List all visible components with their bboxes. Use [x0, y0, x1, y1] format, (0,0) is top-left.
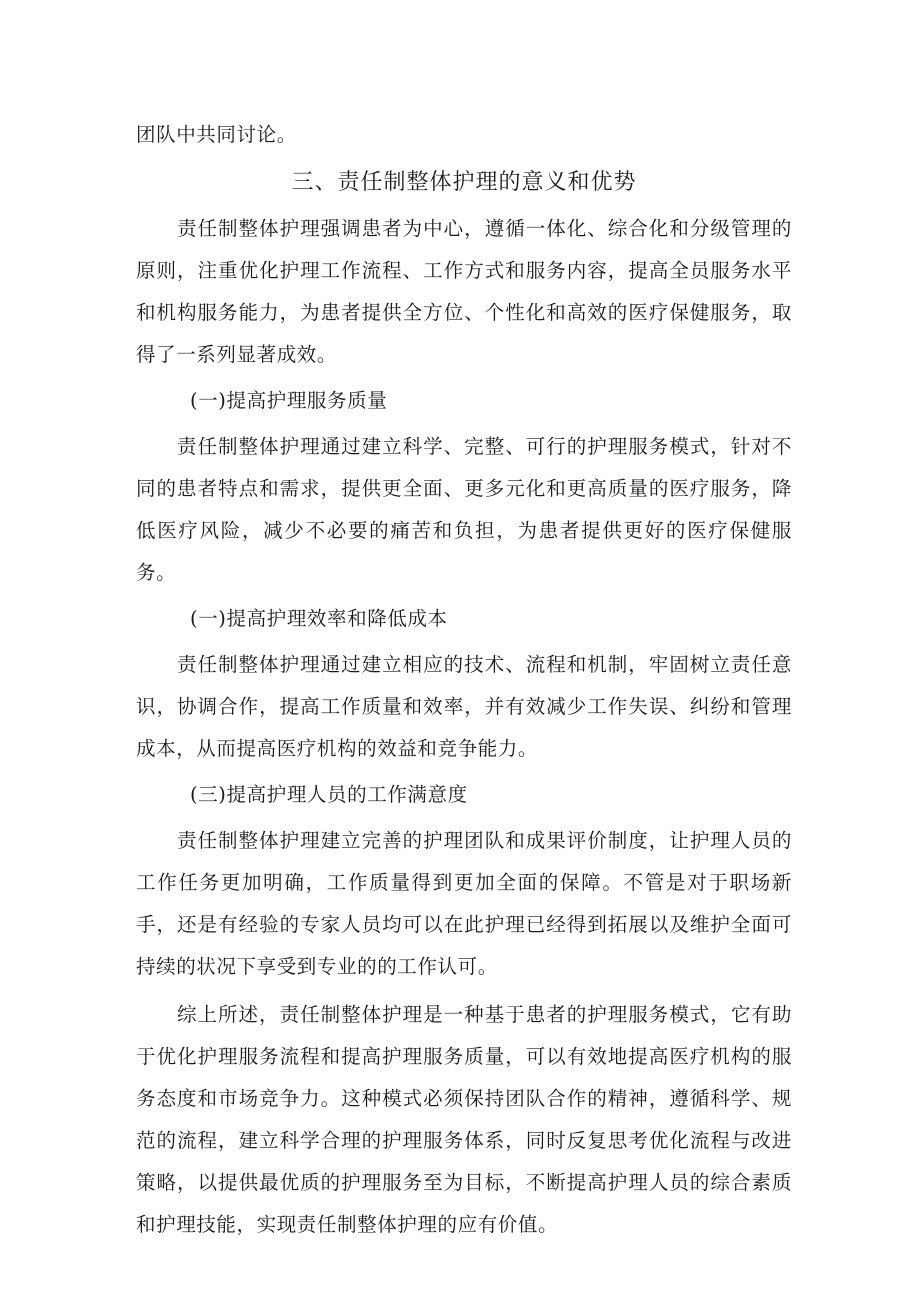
document-page	[136, 114, 792, 1248]
subsection-body-satisfaction: 责任制整体护理建立完善的护理团队和成果评价制度，让护理人员的工作任务更加明确，工作质量得到更加全面的保障。不管是对于职场新手，还是有经验的专家人员均可以在此护理已经得到拓展以及维护全面可持续的状况下享受到专业的的工作认可。	[136, 829, 792, 978]
lead-paragraph: 团队中共同讨论。	[136, 123, 297, 146]
intro-paragraph: 责任制整体护理强调患者为中心，遵循一体化、综合化和分级管理的原则，注重优化护理工作流程、工作方式和服务内容，提高全员服务水平和机构服务能力，为患者提供全方位、个性化和高效的医疗保健服务，取得了一系列显著成效。	[136, 217, 792, 366]
subsection-heading-efficiency: (一)提高护理效率和降低成本	[190, 607, 448, 630]
section-heading: 三、责任制整体护理的意义和优势	[291, 170, 637, 195]
subsection-heading-quality: (一)提高护理服务质量	[190, 389, 388, 412]
subsection-body-quality: 责任制整体护理通过建立科学、完整、可行的护理服务模式，针对不同的患者特点和需求，提供更全面、更多元化和更高质量的医疗服务，降低医疗风险，减少不必要的痛苦和负担，为患者提供更好的医疗保健服务。	[136, 435, 792, 584]
subsection-heading-satisfaction: (三)提高护理人员的工作满意度	[190, 783, 468, 806]
conclusion-paragraph: 综上所述，责任制整体护理是一种基于患者的护理服务模式，它有助于优化护理服务流程和提高护理服务质量，可以有效地提高医疗机构的服务态度和市场竞争力。这种模式必须保持团队合作的精神，遵循科学、规范的流程，建立科学合理的护理服务体系，同时反复思考优化流程与改进策略，以提供最优质的护理服务至为目标，不断提高护理人员的综合素质和护理技能，实现责任制整体护理的应有价值。	[136, 1003, 792, 1236]
subsection-body-efficiency: 责任制整体护理通过建立相应的技术、流程和机制，牢固树立责任意识，协调合作，提高工作质量和效率，并有效减少工作失误、纠纷和管理成本，从而提高医疗机构的效益和竞争能力。	[136, 653, 792, 760]
